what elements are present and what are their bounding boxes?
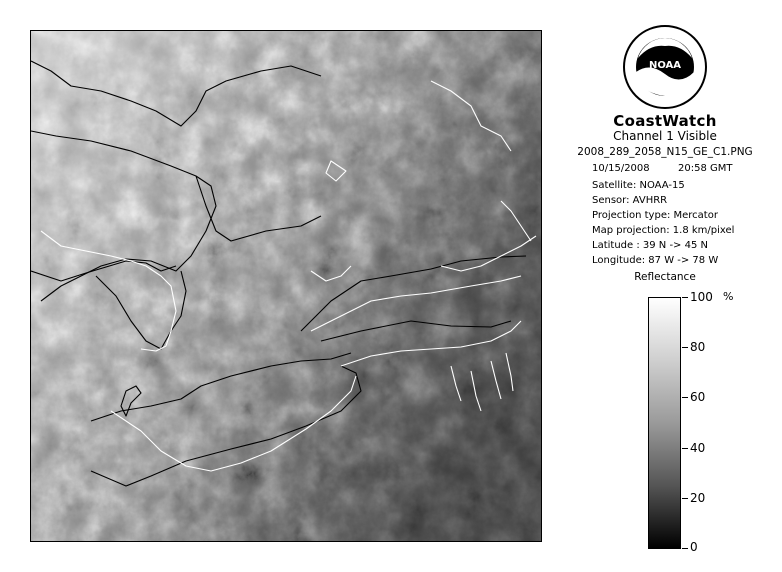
tick-mark bbox=[682, 397, 688, 398]
satellite-image bbox=[31, 31, 541, 541]
noaa-seal-icon bbox=[622, 24, 708, 110]
tick-label-80: 80 bbox=[690, 340, 706, 354]
tick-mark bbox=[682, 297, 688, 298]
projection-type-label: Projection type: Mercator bbox=[592, 210, 718, 221]
tick-mark bbox=[682, 498, 688, 499]
tick-label-0: 0 bbox=[690, 540, 698, 554]
tick-label-60: 60 bbox=[690, 390, 706, 404]
legend-panel bbox=[560, 0, 782, 572]
map-projection-label: Map projection: 1.8 km/pixel bbox=[592, 225, 735, 236]
date-label: 10/15/2008 bbox=[592, 163, 650, 174]
tick-label-20: 20 bbox=[690, 491, 706, 505]
tick-mark bbox=[682, 448, 688, 449]
longitude-label: Longitude: 87 W -> 78 W bbox=[592, 255, 719, 266]
tick-label-100: 100 bbox=[690, 290, 713, 304]
file-name: 2008_289_2058_N15_GE_C1.PNG bbox=[577, 146, 753, 158]
tick-mark bbox=[682, 548, 688, 549]
logo-text: NOAA bbox=[648, 60, 682, 71]
colorbar-unit: % bbox=[723, 290, 734, 303]
reflectance-colorbar bbox=[648, 297, 681, 549]
tick-mark bbox=[682, 347, 688, 348]
time-label: 20:58 GMT bbox=[678, 163, 733, 174]
satellite-map bbox=[30, 30, 542, 542]
sensor-label: Sensor: AVHRR bbox=[592, 195, 668, 206]
latitude-label: Latitude : 39 N -> 45 N bbox=[592, 240, 708, 251]
brightness-shade bbox=[31, 31, 541, 541]
colorbar-title: Reflectance bbox=[634, 271, 696, 283]
app-title: CoastWatch bbox=[613, 112, 717, 130]
channel-label: Channel 1 Visible bbox=[613, 129, 717, 143]
tick-label-40: 40 bbox=[690, 441, 706, 455]
satellite-label: Satellite: NOAA-15 bbox=[592, 180, 685, 191]
